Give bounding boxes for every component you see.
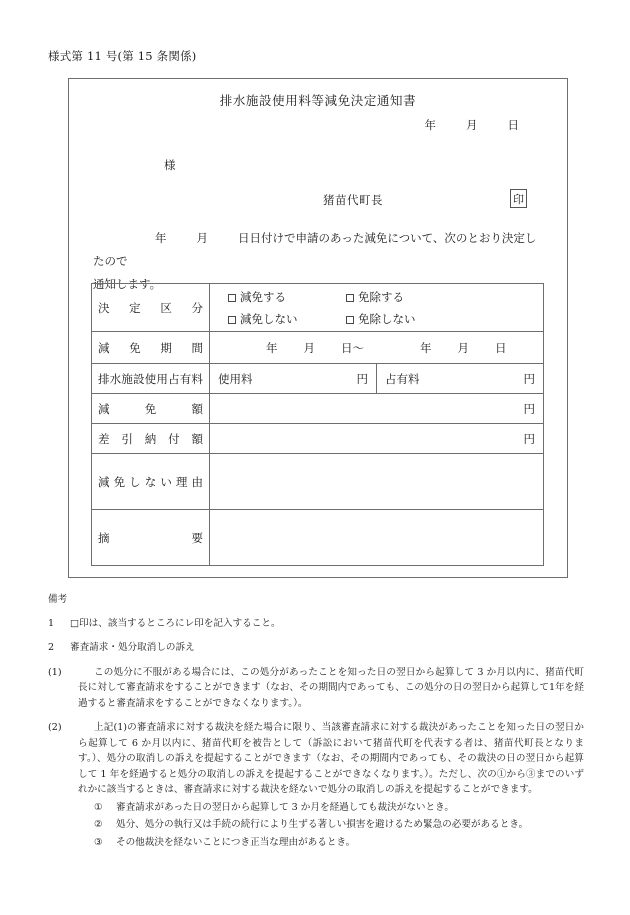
row-label-period: 減免期間: [92, 332, 210, 364]
checkbox-icon[interactable]: [228, 316, 236, 324]
checkbox-icon[interactable]: [228, 294, 236, 302]
note-exception-1-text: 審査請求があった日の翌日から起算して 3 か月を経過しても裁決がないとき。: [116, 801, 454, 813]
reduction-amount-cell[interactable]: [210, 394, 544, 424]
application-date-year: 年: [155, 231, 167, 245]
body-sentence-1: 日付けで申請のあった減免について、次のとおり決定したので: [93, 231, 537, 268]
decision-table: [91, 283, 544, 566]
note-2-2-paragraph: 上記(1)の審査請求に対する裁決を経た場合に限り、当該審査請求に対する裁決があったことを知った日の翌日から起算して 6 か月以内に、猪苗代町を被告として（訴訟において猪苗代町を代表する者は、猪苗代町長となります。）、処分の取消しの訴えを提起することができます（なお、その期間内であっても、その裁決の日の翌日から起算して 1 年を経過すると処分の取消しの訴えを提起することができなくなります。）。ただし、次の①から③までのいずれかに該当するときは、審査請求に対する裁決を経ないで処分の取消しの訴えを提起することができます。: [78, 722, 584, 796]
issue-date-day: 日: [507, 118, 519, 132]
net-payment-cell[interactable]: [210, 424, 544, 454]
period-end-month: 月: [457, 340, 469, 355]
table-row-fees: [92, 364, 544, 394]
occupancy-fee-label: 占有料: [385, 371, 420, 386]
note-2-2-text: [78, 720, 584, 852]
note-item-2-2: [48, 720, 584, 852]
note-exception-list: [78, 800, 584, 851]
table-row-period: [92, 332, 544, 364]
checkbox-icon[interactable]: [346, 294, 354, 302]
table-row-net-payment: [92, 424, 544, 454]
issue-date-year: 年: [424, 118, 436, 132]
note-exception-2: [78, 817, 584, 833]
note-exception-2-number: ②: [94, 819, 103, 831]
row-label-net-payment: 差引納付額: [92, 424, 210, 454]
note-exception-1: [78, 800, 584, 816]
note-1-number: 1: [48, 617, 55, 629]
table-row-remarks: [92, 510, 544, 566]
occupancy-fee-unit: 円: [523, 371, 535, 386]
checkbox-option-reduce-yes[interactable]: 減免する: [228, 289, 346, 305]
usage-fee-cell[interactable]: [210, 364, 377, 394]
row-label-reason: 減免しない理由: [92, 454, 210, 510]
table-row-reduction-amount: [92, 394, 544, 424]
body-sentence-2: 通知します。: [93, 277, 162, 291]
reason-input-cell[interactable]: [210, 454, 544, 510]
application-date-day: 日: [238, 231, 250, 245]
row-label-fees: 排水施設使用占有料: [92, 364, 210, 394]
issue-date-line: [425, 117, 520, 133]
checkbox-option-exempt-yes[interactable]: 免除する: [346, 289, 404, 305]
decision-option-line-1: [228, 289, 537, 305]
note-exception-3-number: ③: [94, 836, 103, 848]
notes-heading: 備考: [48, 594, 68, 605]
remarks-input-cell[interactable]: [210, 510, 544, 566]
note-1-text: □印は、該当するところにレ印を記入すること。: [70, 617, 281, 629]
row-label-decision: 決定区分: [92, 284, 210, 332]
note-item-2-1: [48, 665, 584, 712]
period-end-year: 年: [420, 340, 432, 355]
application-date-month: 月: [196, 231, 208, 245]
period-start-month: 月: [303, 340, 315, 355]
period-start-day: 日〜: [341, 340, 364, 355]
usage-fee-unit: 円: [356, 371, 368, 386]
note-2-1-number: (1): [48, 666, 62, 678]
decision-options-cell: [210, 284, 544, 332]
usage-fee-label: 使用料: [218, 371, 253, 386]
period-value-cell[interactable]: [210, 332, 544, 364]
note-2-heading: 審査請求・処分取消しの訴え: [70, 642, 195, 654]
table-row-decision: [92, 284, 544, 332]
note-item-1: [48, 616, 584, 632]
occupancy-fee-cell[interactable]: [377, 364, 544, 394]
note-exception-3-text: その他裁決を経ないことにつき正当な理由があるとき。: [116, 836, 356, 848]
note-exception-1-number: ①: [94, 801, 103, 813]
note-2-1-text: この処分に不服がある場合には、この処分があったことを知った日の翌日から起算して 3 か月以内に、猪苗代町長に対して審査請求をすることができます（なお、その期間内であっても、この処分の日の翌日から起算して1年を経過すると審査請求をすることができなくなります。）。: [78, 666, 584, 709]
note-2-2-number: (2): [48, 722, 62, 734]
period-start-year: 年: [266, 340, 278, 355]
note-exception-2-text: 処分、処分の執行又は手続の続行により生ずる著しい損害を避けるため緊急の必要があるとき。: [116, 819, 529, 831]
notes-section: [48, 592, 584, 861]
issuer-name: 猪苗代町長: [323, 193, 383, 207]
table-row-reason: [92, 454, 544, 510]
document-title: 排水施設使用料等減免決定通知書: [219, 93, 417, 108]
addressee-suffix: 様: [164, 158, 176, 172]
row-label-remarks: 摘要: [92, 510, 210, 566]
form-number: 様式第 11 号(第 15 条関係): [48, 49, 197, 63]
note-exception-3: [78, 835, 584, 851]
note-item-2: [48, 640, 584, 656]
period-end-day: 日: [495, 340, 507, 355]
note-2-number: 2: [48, 642, 55, 654]
row-label-reduction-amount: 減免額: [92, 394, 210, 424]
issue-date-month: 月: [466, 118, 478, 132]
decision-option-line-2: [228, 311, 537, 327]
net-payment-unit: 円: [523, 431, 535, 446]
reduction-amount-unit: 円: [523, 401, 535, 416]
notice-frame: [68, 78, 568, 578]
checkbox-icon[interactable]: [346, 316, 354, 324]
checkbox-option-reduce-no[interactable]: 減免しない: [228, 311, 346, 327]
issuer-row: [69, 192, 567, 214]
seal-stamp-icon: 印: [510, 189, 527, 208]
checkbox-option-exempt-no[interactable]: 免除しない: [346, 311, 416, 327]
